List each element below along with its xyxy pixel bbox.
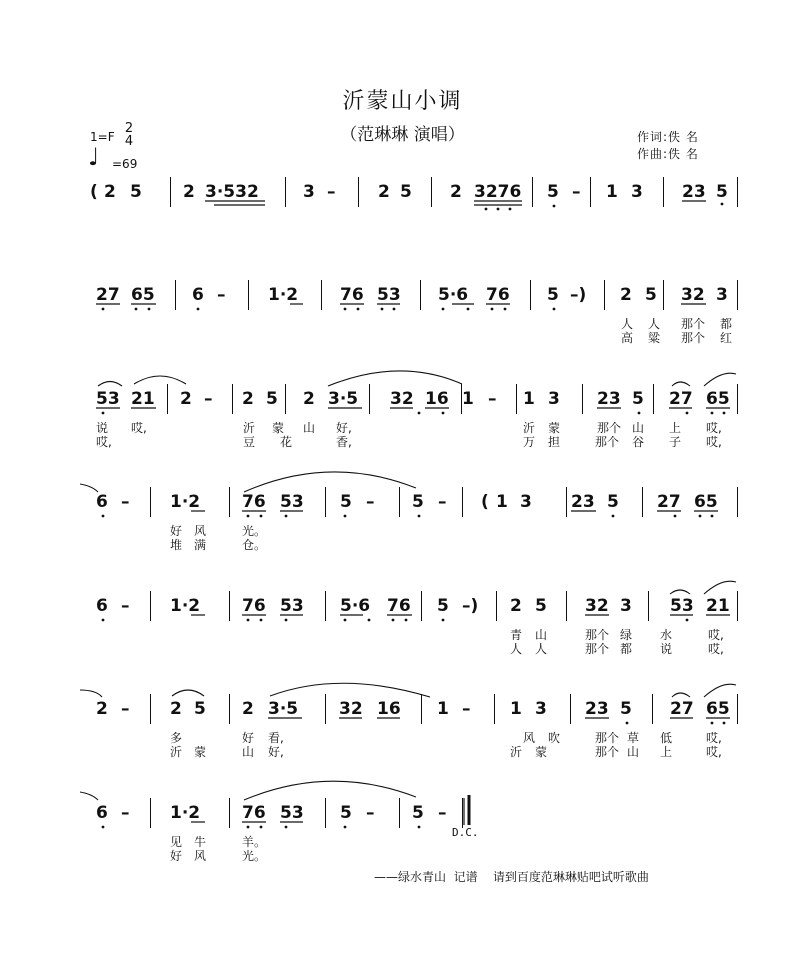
note-token: 53 bbox=[377, 285, 401, 305]
lyric-word: 那个 bbox=[595, 731, 620, 745]
note-token: 2 bbox=[242, 389, 254, 409]
note-token: 76 bbox=[486, 285, 510, 305]
note-token: 1·2 bbox=[170, 492, 201, 512]
note-token: 5 bbox=[400, 182, 412, 202]
lyric-word: 好, bbox=[336, 421, 352, 435]
note-token: 1 bbox=[437, 699, 449, 719]
note-token: 23 bbox=[597, 389, 621, 409]
note-token: 32 bbox=[585, 596, 609, 616]
lyric-word: 那个 bbox=[595, 745, 620, 759]
note-token: 5 bbox=[340, 492, 352, 512]
lyric-word: 人 bbox=[510, 642, 523, 656]
lyric-word: 风 bbox=[194, 849, 207, 863]
note-token: 32 bbox=[681, 285, 705, 305]
note-token: – bbox=[121, 492, 130, 512]
lyric-word: 山 bbox=[303, 421, 316, 435]
note-token: – bbox=[217, 285, 226, 305]
lyric-word: 说 bbox=[96, 421, 109, 435]
lyric-word: 见 bbox=[170, 835, 183, 849]
note-token: 3 bbox=[548, 389, 560, 409]
lyric-word: 哎, bbox=[706, 421, 722, 435]
note-token: 2 bbox=[303, 389, 315, 409]
lyric-word: 粱 bbox=[648, 331, 661, 345]
note-token: 53 bbox=[280, 803, 304, 823]
note-token: – bbox=[462, 699, 471, 719]
note-token: 5 bbox=[547, 182, 559, 202]
lyric-word: 蒙 bbox=[548, 421, 561, 435]
note-token: – bbox=[438, 492, 447, 512]
note-token: 23 bbox=[571, 492, 595, 512]
lyric-word: 光。 bbox=[242, 849, 267, 863]
note-token: 5 bbox=[412, 803, 424, 823]
lyric-word: 山 bbox=[632, 421, 645, 435]
note-token: 1·2 bbox=[268, 285, 299, 305]
note-token: 32 bbox=[390, 389, 414, 409]
note-token: 65 bbox=[706, 699, 730, 719]
lyric-word: 山 bbox=[535, 628, 548, 642]
lyric-word: 都 bbox=[720, 317, 733, 331]
lyric-word: 豆 bbox=[243, 435, 256, 449]
note-token: 5 bbox=[716, 182, 728, 202]
lyric-word: 哎, bbox=[706, 745, 722, 759]
lyric-word: 人 bbox=[621, 317, 634, 331]
performer-subtitle: （范琳琳 演唱） bbox=[340, 125, 465, 145]
lyric-word: 担 bbox=[548, 435, 561, 449]
note-token: 5 bbox=[412, 492, 424, 512]
lyric-word: 看, bbox=[268, 731, 284, 745]
tempo-marking: =69 bbox=[112, 157, 138, 171]
note-token: 5·6 bbox=[438, 285, 469, 305]
note-token: 23 bbox=[682, 182, 706, 202]
note-token: 5 bbox=[437, 596, 449, 616]
lyric-word: 蒙 bbox=[535, 745, 548, 759]
lyric-word: 蒙 bbox=[194, 745, 207, 759]
lyric-word: 那个 bbox=[681, 331, 706, 345]
lyric-word: 蒙 bbox=[272, 421, 285, 435]
note-token: 3276 bbox=[474, 182, 522, 202]
lyric-word: 哎, bbox=[706, 435, 722, 449]
quarter-note-icon: ♩ bbox=[88, 143, 100, 171]
lyric-word: 哎, bbox=[131, 421, 147, 435]
note-token: 5 bbox=[266, 389, 278, 409]
da-capo-marking: D.C. bbox=[452, 826, 479, 839]
note-token: 2 bbox=[450, 182, 462, 202]
note-token: 1 bbox=[496, 492, 508, 512]
lyric-word: 谷 bbox=[632, 435, 645, 449]
note-token: 65 bbox=[706, 389, 730, 409]
lyric-word: 那个 bbox=[597, 421, 622, 435]
lyric-word: 好 bbox=[170, 849, 183, 863]
note-token: ( bbox=[90, 182, 98, 202]
lyric-word: 羊。 bbox=[242, 835, 267, 849]
note-token: 27 bbox=[670, 699, 694, 719]
note-token: – bbox=[366, 492, 375, 512]
lyric-word: 青 bbox=[510, 628, 523, 642]
note-token: 5 bbox=[607, 492, 619, 512]
note-token: 27 bbox=[657, 492, 681, 512]
song-title: 沂蒙山小调 bbox=[342, 89, 463, 114]
lyric-word: 香, bbox=[336, 435, 352, 449]
note-token: 2 bbox=[242, 699, 254, 719]
note-token: 3 bbox=[520, 492, 532, 512]
lyric-word: 沂 bbox=[510, 745, 523, 759]
note-token: 2 bbox=[510, 596, 522, 616]
note-token: 16 bbox=[377, 699, 401, 719]
lyric-word: 堆 bbox=[170, 538, 183, 552]
note-token: – bbox=[121, 596, 130, 616]
note-token: 5 bbox=[620, 699, 632, 719]
lyric-word: 花 bbox=[280, 435, 293, 449]
note-token: 6 bbox=[96, 596, 108, 616]
note-token: – bbox=[204, 389, 213, 409]
lyric-word: 红 bbox=[720, 331, 733, 345]
note-token: – bbox=[121, 699, 130, 719]
note-token: 1 bbox=[523, 389, 535, 409]
lyric-word: 满 bbox=[194, 538, 207, 552]
note-token: 2 bbox=[620, 285, 632, 305]
note-token: 5 bbox=[632, 389, 644, 409]
note-token: 6 bbox=[192, 285, 204, 305]
note-token: 21 bbox=[706, 596, 730, 616]
note-token: 5 bbox=[130, 182, 142, 202]
note-token: 3 bbox=[303, 182, 315, 202]
note-token: 5 bbox=[645, 285, 657, 305]
time-signature-top: 2 bbox=[124, 121, 134, 136]
lyric-word: 沂 bbox=[523, 421, 536, 435]
note-token: 53 bbox=[96, 389, 120, 409]
note-token: 65 bbox=[694, 492, 718, 512]
lyric-word: 那个 bbox=[585, 628, 610, 642]
note-token: 2 bbox=[180, 389, 192, 409]
lyric-word: 山 bbox=[627, 745, 640, 759]
note-token: 76 bbox=[242, 492, 266, 512]
note-token: – bbox=[121, 803, 130, 823]
lyric-word: 说 bbox=[660, 642, 673, 656]
lyricist-credit: 作词:佚 名 bbox=[637, 130, 699, 144]
note-token: 2 bbox=[183, 182, 195, 202]
note-token: 2 bbox=[104, 182, 116, 202]
lyric-word: 水 bbox=[660, 628, 673, 642]
lyric-word: 低 bbox=[660, 731, 673, 745]
note-token: 65 bbox=[131, 285, 155, 305]
note-token: 5 bbox=[340, 803, 352, 823]
composer-credit: 作曲:佚 名 bbox=[637, 147, 699, 161]
lyric-word: 仓。 bbox=[242, 538, 267, 552]
note-token: 5 bbox=[535, 596, 547, 616]
lyric-word: 好 bbox=[170, 524, 183, 538]
lyric-word: 风 bbox=[523, 731, 536, 745]
lyric-word: 那个 bbox=[585, 642, 610, 656]
note-token: – bbox=[366, 803, 375, 823]
note-token: 5 bbox=[194, 699, 206, 719]
lyric-word: 哎, bbox=[708, 628, 724, 642]
note-token: 1·2 bbox=[170, 596, 201, 616]
note-token: 1 bbox=[606, 182, 618, 202]
note-token: 3 bbox=[535, 699, 547, 719]
note-token: 21 bbox=[131, 389, 155, 409]
note-token: 16 bbox=[425, 389, 449, 409]
note-token: 3·5 bbox=[268, 699, 299, 719]
note-token: 6 bbox=[96, 803, 108, 823]
note-token: 3 bbox=[620, 596, 632, 616]
note-token: 1 bbox=[510, 699, 522, 719]
note-token: 76 bbox=[387, 596, 411, 616]
note-token: 3 bbox=[631, 182, 643, 202]
note-token: 5·6 bbox=[340, 596, 371, 616]
note-token: 1 bbox=[462, 389, 474, 409]
time-signature-bottom: 4 bbox=[124, 134, 134, 149]
note-token: 2 bbox=[96, 699, 108, 719]
note-token: 5 bbox=[547, 285, 559, 305]
lyric-word: 吹 bbox=[548, 731, 561, 745]
note-token: 53 bbox=[280, 492, 304, 512]
lyric-word: 光。 bbox=[242, 524, 267, 538]
note-token: 27 bbox=[96, 285, 120, 305]
lyric-word: 绿 bbox=[620, 628, 633, 642]
note-token: 76 bbox=[340, 285, 364, 305]
note-token: 76 bbox=[242, 803, 266, 823]
lyric-word: 山 bbox=[242, 745, 255, 759]
note-token: 2 bbox=[378, 182, 390, 202]
lyric-word: 万 bbox=[523, 435, 536, 449]
note-token: 3 bbox=[716, 285, 728, 305]
lyric-word: 风 bbox=[194, 524, 207, 538]
lyric-word: 哎, bbox=[708, 642, 724, 656]
lyric-word: 好 bbox=[242, 731, 255, 745]
lyric-word: 沂 bbox=[243, 421, 256, 435]
note-token: 53 bbox=[280, 596, 304, 616]
note-token: 32 bbox=[339, 699, 363, 719]
lyric-word: 草 bbox=[627, 731, 640, 745]
note-token: 23 bbox=[585, 699, 609, 719]
note-token: –) bbox=[570, 285, 587, 305]
note-token: – bbox=[572, 182, 581, 202]
lyric-word: 上 bbox=[669, 421, 682, 435]
note-token: 53 bbox=[670, 596, 694, 616]
lyric-word: 哎, bbox=[96, 435, 112, 449]
note-token: ( bbox=[481, 492, 489, 512]
lyric-word: 牛 bbox=[194, 835, 207, 849]
octave-dots bbox=[102, 203, 726, 829]
lyric-word: 哎, bbox=[706, 731, 722, 745]
note-token: – bbox=[438, 803, 447, 823]
lyric-word: 那个 bbox=[681, 317, 706, 331]
note-token: 1·2 bbox=[170, 803, 201, 823]
note-token: 27 bbox=[669, 389, 693, 409]
lyric-word: 那个 bbox=[595, 435, 620, 449]
lyric-word: 都 bbox=[620, 642, 633, 656]
lyric-word: 多 bbox=[170, 731, 183, 745]
note-token: 6 bbox=[96, 492, 108, 512]
lyric-word: 好, bbox=[268, 745, 284, 759]
lyric-word: 沂 bbox=[170, 745, 183, 759]
note-token: – bbox=[488, 389, 497, 409]
lyric-word: 子 bbox=[669, 435, 682, 449]
key-signature: 1=F bbox=[90, 130, 115, 144]
footer-note: ——绿水青山 记谱 请到百度范琳琳贴吧试听歌曲 bbox=[374, 870, 649, 884]
note-token: – bbox=[327, 182, 336, 202]
lyric-word: 人 bbox=[535, 642, 548, 656]
lyric-word: 人 bbox=[648, 317, 661, 331]
note-token: 2 bbox=[170, 699, 182, 719]
lyric-word: 高 bbox=[621, 331, 634, 345]
note-token: 76 bbox=[242, 596, 266, 616]
note-token: 3·532 bbox=[205, 182, 259, 202]
lyric-word: 上 bbox=[660, 745, 673, 759]
note-token: –) bbox=[462, 596, 479, 616]
note-token: 3·5 bbox=[328, 389, 359, 409]
